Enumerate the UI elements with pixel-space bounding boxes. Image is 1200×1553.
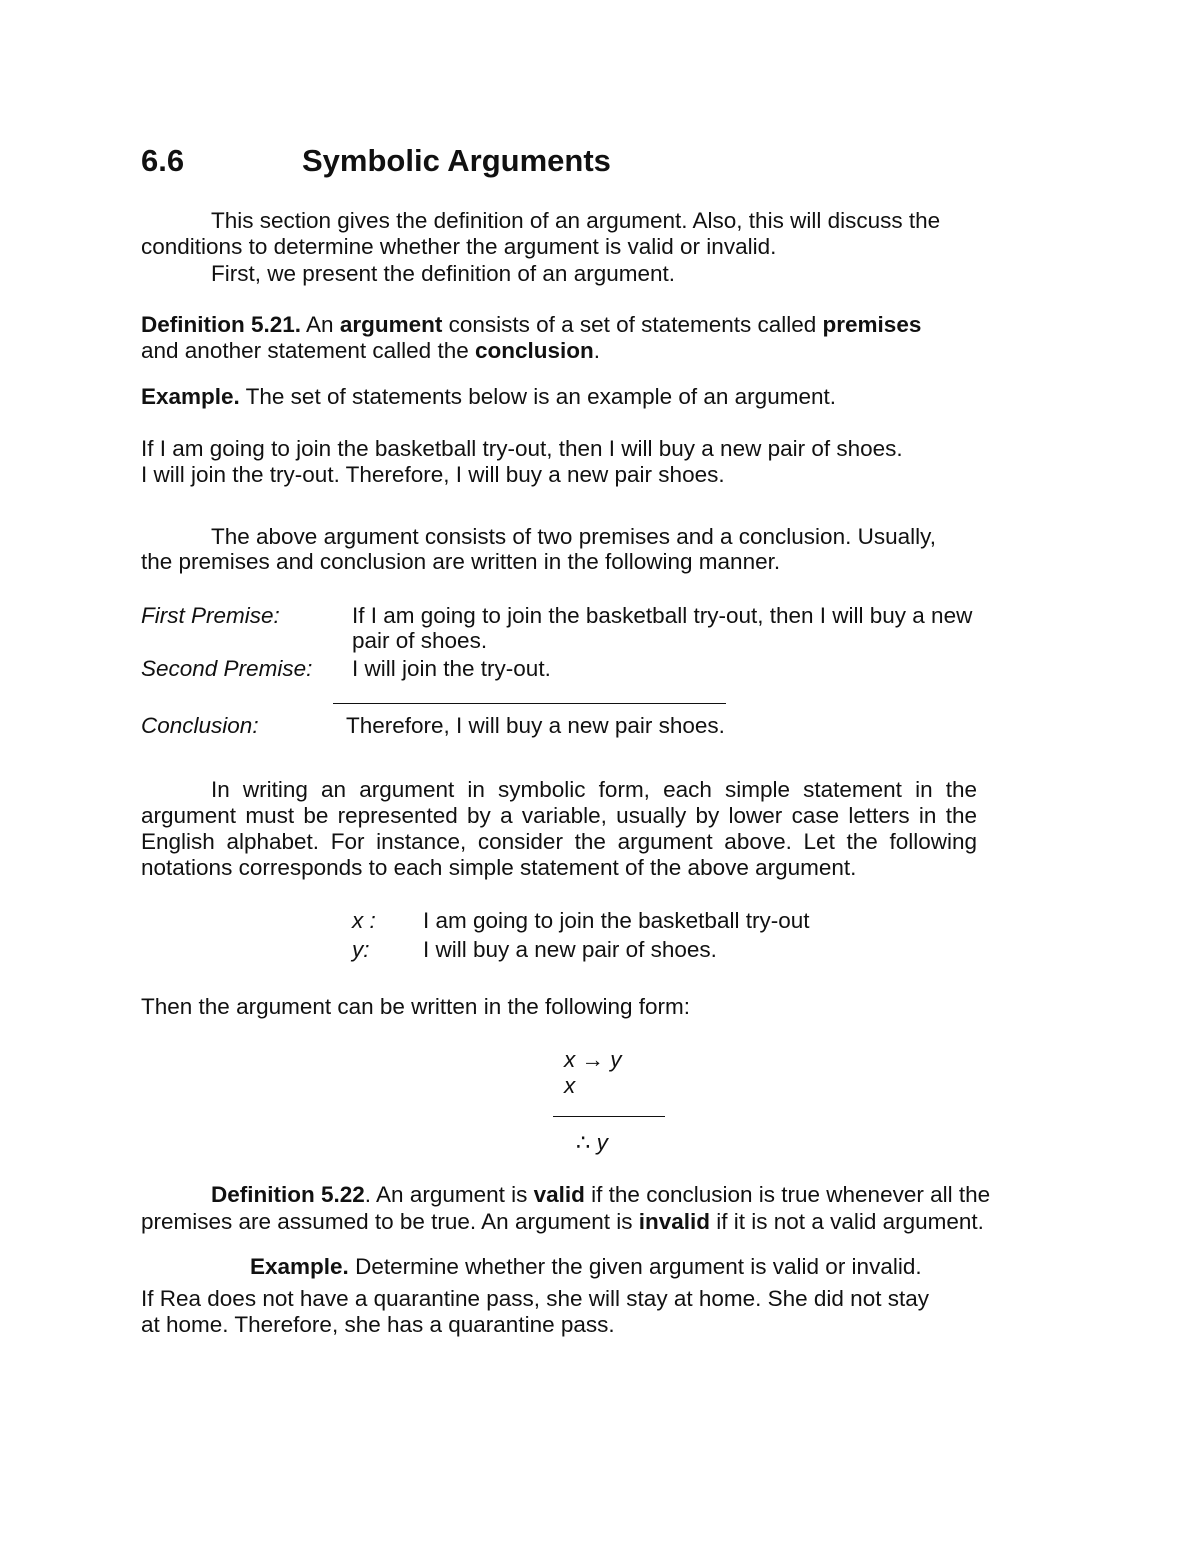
example-2-line-2: at home. Therefore, she has a quarantine pass.	[141, 1312, 615, 1337]
symbolic-premise-1: x → y	[564, 1047, 622, 1072]
term-valid: valid	[533, 1182, 585, 1207]
first-premise-label: First Premise:	[141, 603, 280, 628]
example-2-line-1: If Rea does not have a quarantine pass, she will stay at home. She did not stay	[141, 1286, 929, 1311]
above-paragraph-line-1: The above argument consists of two premises and a conclusion. Usually,	[211, 524, 936, 549]
example-label: Example.	[250, 1254, 349, 1279]
section-number: 6.6	[141, 143, 185, 178]
symbolic-paragraph: In writing an argument in symbolic form, each simple statement in the argument must be represented by a variable, usually by lower case letters in the English alphabet. For instance, consider the argument above. Let the following notations corresponds to each simple statement of the above argument.	[141, 777, 977, 880]
example-label: Example.	[141, 384, 240, 409]
example-1-argument-line-1: If I am going to join the basketball try-out, then I will buy a new pair of shoes.	[141, 436, 903, 461]
definition-5-22-line-1: Definition 5.22. An argument is valid if the conclusion is true whenever all the	[211, 1182, 991, 1207]
intro-line-3: First, we present the definition of an argument.	[211, 261, 675, 286]
definition-5-22-line-2: premises are assumed to be true. An argument is invalid if it is not a valid argument.	[141, 1209, 984, 1234]
second-premise-text: I will join the try-out.	[352, 656, 551, 681]
intro-line-1: This section gives the definition of an argument. Also, this will discuss the	[211, 208, 941, 233]
term-invalid: invalid	[638, 1209, 711, 1234]
symbolic-divider	[553, 1116, 665, 1117]
conclusion-text: Therefore, I will buy a new pair shoes.	[346, 713, 725, 738]
example-1-argument-line-2: I will join the try-out. Therefore, I will buy a new pair shoes.	[141, 462, 725, 487]
first-premise-line-2: pair of shoes.	[352, 628, 488, 653]
conclusion-divider	[333, 703, 726, 704]
conclusion-label: Conclusion:	[141, 713, 259, 738]
definition-label: Definition 5.21.	[141, 312, 302, 337]
definition-5-21-line-2: and another statement called the conclusion.	[141, 338, 601, 363]
second-premise-label: Second Premise:	[141, 656, 313, 681]
notation-x-label: x :	[352, 908, 376, 933]
term-argument: argument	[339, 312, 443, 337]
first-premise-line-1: If I am going to join the basketball try-out, then I will buy a new	[352, 603, 973, 628]
definition-5-21-line-1: Definition 5.21. An argument consists of a set of statements called premises	[141, 312, 922, 337]
symbolic-premise-2: x	[564, 1073, 576, 1098]
notation-y-text: I will buy a new pair of shoes.	[423, 937, 717, 962]
example-2-intro: Example. Determine whether the given argument is valid or invalid.	[250, 1254, 922, 1279]
section-title: Symbolic Arguments	[302, 143, 611, 178]
form-intro: Then the argument can be written in the following form:	[141, 994, 691, 1019]
notation-x-text: I am going to join the basketball try-out	[423, 908, 810, 933]
example-1-intro: Example. The set of statements below is an example of an argument.	[141, 384, 836, 409]
symbolic-conclusion: ∴ y	[576, 1130, 608, 1155]
intro-line-2: conditions to determine whether the argument is valid or invalid.	[141, 234, 777, 259]
term-premises: premises	[822, 312, 922, 337]
definition-label: Definition 5.22	[211, 1182, 365, 1207]
above-paragraph-line-2: the premises and conclusion are written in the following manner.	[141, 549, 781, 574]
notation-y-label: y:	[352, 937, 370, 962]
term-conclusion: conclusion	[474, 338, 594, 363]
